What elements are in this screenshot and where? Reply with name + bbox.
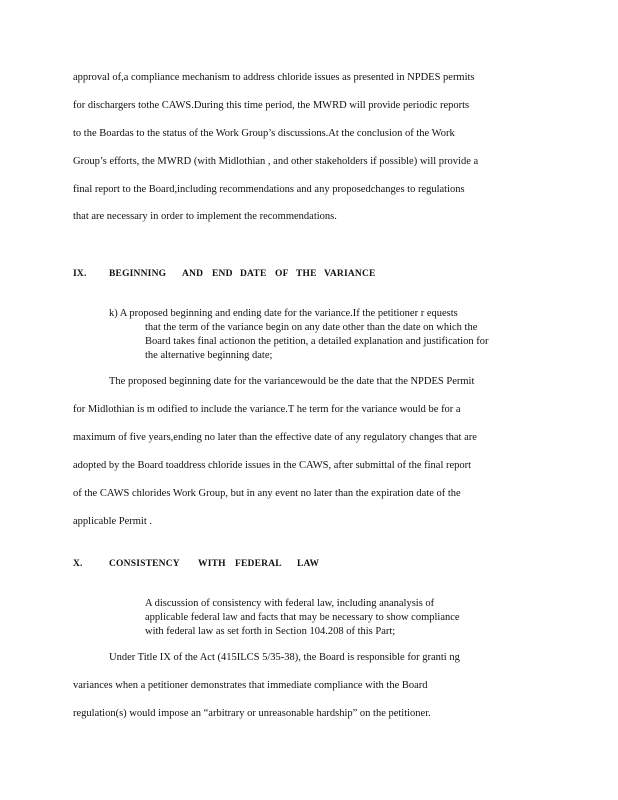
text-line: that the term of the variance begin on any date other than the date on which the bbox=[145, 322, 478, 333]
heading-word: FEDERAL bbox=[235, 559, 282, 569]
heading-word: VARIANCE bbox=[324, 269, 376, 279]
heading-word: AND bbox=[182, 269, 204, 279]
text-line: regulation(s) would impose an “arbitrary or unreasonable hardship” on the petitioner. bbox=[73, 708, 431, 719]
section-number: X. bbox=[73, 559, 83, 569]
text-line: final report to the Board,including recommendations and any proposedchanges to regulations bbox=[73, 184, 465, 195]
text-line: Group’s efforts, the MWRD (with Midlothian , and other stakeholders if possible) will provide a bbox=[73, 156, 479, 167]
text-line: k) A proposed beginning and ending date for the variance.If the petitioner r equests bbox=[109, 308, 458, 319]
text-line: variances when a petitioner demonstrates that immediate compliance with the Board bbox=[73, 680, 428, 691]
heading-word: WITH bbox=[198, 559, 226, 569]
text-line: to the Boardas to the status of the Work Group’s discussions.At the conclusion of the Work bbox=[73, 128, 455, 139]
text-line: the alternative beginning date; bbox=[145, 350, 273, 361]
text-line: that are necessary in order to implement the recommendations. bbox=[73, 211, 337, 222]
text-line: with federal law as set forth in Section 104.208 of this Part; bbox=[145, 626, 396, 637]
text-line: The proposed beginning date for the variancewould be the date that the NPDES Permit bbox=[109, 376, 475, 387]
text-line: maximum of five years,ending no later than the effective date of any regulatory changes that are bbox=[73, 432, 477, 443]
text-line: Board takes final actionon the petition, a detailed explanation and justification for bbox=[145, 336, 489, 347]
text-line: of the CAWS chlorides Work Group, but in any event no later than the expiration date of the bbox=[73, 488, 461, 499]
text-line: Under Title IX of the Act (415ILCS 5/35-38), the Board is responsible for granti ng bbox=[109, 652, 460, 663]
heading-word: LAW bbox=[297, 559, 320, 569]
section-number: IX. bbox=[73, 269, 87, 279]
text-line: for Midlothian is m odified to include the variance.T he term for the variance would be for a bbox=[73, 404, 461, 415]
text-line: A discussion of consistency with federal law, including ananalysis of bbox=[145, 598, 435, 609]
heading-word: OF bbox=[275, 269, 289, 279]
heading-word: END bbox=[212, 269, 233, 279]
text-line: applicable federal law and facts that may be necessary to show compliance bbox=[145, 612, 460, 623]
text-line: adopted by the Board toaddress chloride issues in the CAWS, after submittal of the final report bbox=[73, 460, 472, 471]
text-line: approval of,a compliance mechanism to address chloride issues as presented in NPDES permits bbox=[73, 72, 475, 83]
heading-word: BEGINNING bbox=[109, 269, 167, 279]
heading-word: CONSISTENCY bbox=[109, 559, 180, 569]
heading-word: THE bbox=[296, 269, 317, 279]
heading-word: DATE bbox=[240, 269, 267, 279]
text-line: for dischargers tothe CAWS.During this time period, the MWRD will provide periodic reports bbox=[73, 100, 470, 111]
text-line: applicable Permit . bbox=[73, 516, 153, 527]
